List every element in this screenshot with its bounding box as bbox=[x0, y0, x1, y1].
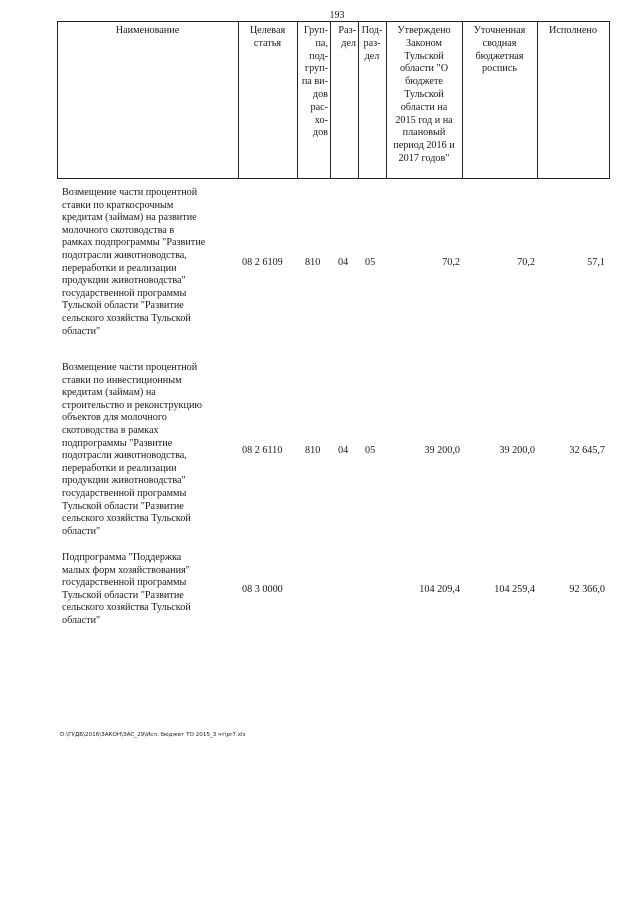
text-line: Уточненная bbox=[473, 25, 526, 36]
text-line: Тульской bbox=[404, 88, 444, 100]
text-line: сводная bbox=[482, 37, 517, 49]
row-executed: 32 645,7 bbox=[569, 445, 605, 456]
text-line: Под- bbox=[361, 25, 383, 36]
row-approved: 70,2 bbox=[442, 257, 460, 268]
row-refined: 104 259,4 bbox=[494, 584, 535, 595]
text-line: объектов для молочного bbox=[62, 412, 167, 424]
text-line: подпрограммы "Развитие bbox=[62, 437, 173, 449]
row-target-article: 08 2 6109 bbox=[242, 257, 283, 268]
row-expense-group: 810 bbox=[305, 445, 321, 456]
text-line: под- bbox=[309, 50, 328, 62]
row-executed: 57,1 bbox=[587, 257, 605, 268]
text-line: сельского хозяйства Тульской bbox=[62, 312, 191, 324]
text-line: Тульской области "Развитие bbox=[62, 500, 184, 512]
page-number: 193 bbox=[329, 10, 345, 21]
text-line: Законом bbox=[406, 37, 442, 49]
text-line: дов bbox=[312, 88, 328, 100]
text-line: государственной программы bbox=[62, 577, 187, 589]
text-line: переработки и реализации bbox=[62, 462, 177, 474]
row-target-article: 08 3 0000 bbox=[242, 584, 283, 595]
text-line: 2015 год и на bbox=[395, 114, 453, 126]
row-subsection: 05 bbox=[365, 445, 376, 456]
header-name bbox=[57, 25, 238, 38]
text-line: области" bbox=[62, 325, 101, 337]
header-refined bbox=[462, 25, 537, 76]
header-approved bbox=[386, 25, 462, 166]
text-line: па, bbox=[315, 37, 328, 49]
text-line: плановый bbox=[402, 127, 446, 139]
text-line: 2017 годов" bbox=[398, 152, 450, 164]
text-line: груп- bbox=[304, 63, 328, 75]
text-line: области" bbox=[62, 525, 101, 537]
row-name bbox=[62, 362, 240, 538]
text-line: Исполнено bbox=[549, 25, 597, 36]
text-line: Возмещение части процентной bbox=[62, 362, 198, 373]
text-line: период 2016 и bbox=[393, 140, 455, 152]
column-divider bbox=[609, 21, 610, 179]
row-name bbox=[62, 552, 240, 628]
column-divider bbox=[57, 21, 58, 179]
text-line: Тульской области "Развитие bbox=[62, 300, 184, 312]
row-name bbox=[62, 187, 240, 338]
text-line: переработки и реализации bbox=[62, 262, 177, 274]
text-line: бюджете bbox=[405, 76, 443, 88]
text-line: малых форм хозяйствования" bbox=[62, 564, 190, 576]
text-line: Утверждено bbox=[397, 25, 451, 36]
text-line: Подпрограмма "Поддержка bbox=[62, 552, 182, 563]
text-line: скотоводства в рамках bbox=[62, 424, 159, 436]
text-line: Груп- bbox=[303, 25, 328, 36]
text-line: молочного скотоводства в bbox=[62, 224, 175, 236]
text-line: сельского хозяйства Тульской bbox=[62, 513, 191, 525]
text-line: дел bbox=[364, 50, 380, 62]
row-expense-group: 810 bbox=[305, 257, 321, 268]
column-divider bbox=[537, 21, 538, 179]
text-line: области на bbox=[400, 101, 448, 113]
row-refined: 39 200,0 bbox=[499, 445, 535, 456]
text-line: подотрасли животноводства, bbox=[62, 249, 187, 261]
row-target-article: 08 2 6110 bbox=[242, 445, 283, 456]
header-target-article bbox=[238, 25, 297, 51]
header-section bbox=[330, 25, 356, 51]
text-line: Тульской bbox=[404, 50, 444, 62]
row-executed: 92 366,0 bbox=[569, 584, 605, 595]
text-line: статья bbox=[253, 37, 282, 49]
text-line: роспись bbox=[481, 63, 518, 75]
text-line: рас- bbox=[310, 101, 328, 113]
text-line: Целевая bbox=[249, 25, 286, 36]
row-subsection: 05 bbox=[365, 257, 376, 268]
text-line: Наименование bbox=[115, 25, 180, 36]
text-line: хо- bbox=[314, 114, 328, 126]
text-line: Тульской области "Развитие bbox=[62, 589, 184, 601]
text-line: па ви- bbox=[301, 76, 328, 88]
row-section: 04 bbox=[338, 257, 349, 268]
row-section: 04 bbox=[338, 445, 349, 456]
text-line: кредитам (займам) на bbox=[62, 387, 156, 399]
text-line: дов bbox=[312, 127, 328, 139]
text-line: подотрасли животноводства, bbox=[62, 450, 187, 462]
text-line: дел bbox=[341, 37, 356, 49]
text-line: ставки по инвестиционным bbox=[62, 374, 182, 386]
header-executed bbox=[537, 25, 609, 38]
text-line: Раз- bbox=[338, 25, 356, 36]
row-approved: 39 200,0 bbox=[424, 445, 460, 456]
text-line: государственной программы bbox=[62, 287, 187, 299]
text-line: продукции животноводства" bbox=[62, 475, 186, 487]
text-line: Возмещение части процентной bbox=[62, 187, 198, 198]
text-line: строительство и реконструкцию bbox=[62, 399, 203, 411]
row-approved: 104 209,4 bbox=[419, 584, 460, 595]
text-line: ставки по краткосрочным bbox=[62, 199, 174, 211]
header-expense-group bbox=[297, 25, 328, 140]
text-line: рамках подпрограммы "Развитие bbox=[62, 237, 206, 249]
table-header bbox=[57, 21, 610, 179]
row-refined: 70,2 bbox=[517, 257, 535, 268]
header-subsection bbox=[358, 25, 386, 63]
text-line: раз- bbox=[363, 37, 381, 49]
file-path-footer: D:\ГУДБ\2016\ЗАКОН\ЗАС_29\Исп. бюджет ТО 2015_3 чт\pr7.xls bbox=[60, 732, 246, 738]
text-line: сельского хозяйства Тульской bbox=[62, 602, 191, 614]
header-bottom-border bbox=[57, 178, 610, 179]
text-line: бюджетная bbox=[475, 50, 524, 62]
text-line: области" bbox=[62, 614, 101, 626]
text-line: государственной программы bbox=[62, 487, 187, 499]
header-top-border bbox=[57, 21, 610, 22]
text-line: области "О bbox=[399, 63, 449, 75]
text-line: продукции животноводства" bbox=[62, 275, 186, 287]
text-line: кредитам (займам) на развитие bbox=[62, 212, 197, 224]
